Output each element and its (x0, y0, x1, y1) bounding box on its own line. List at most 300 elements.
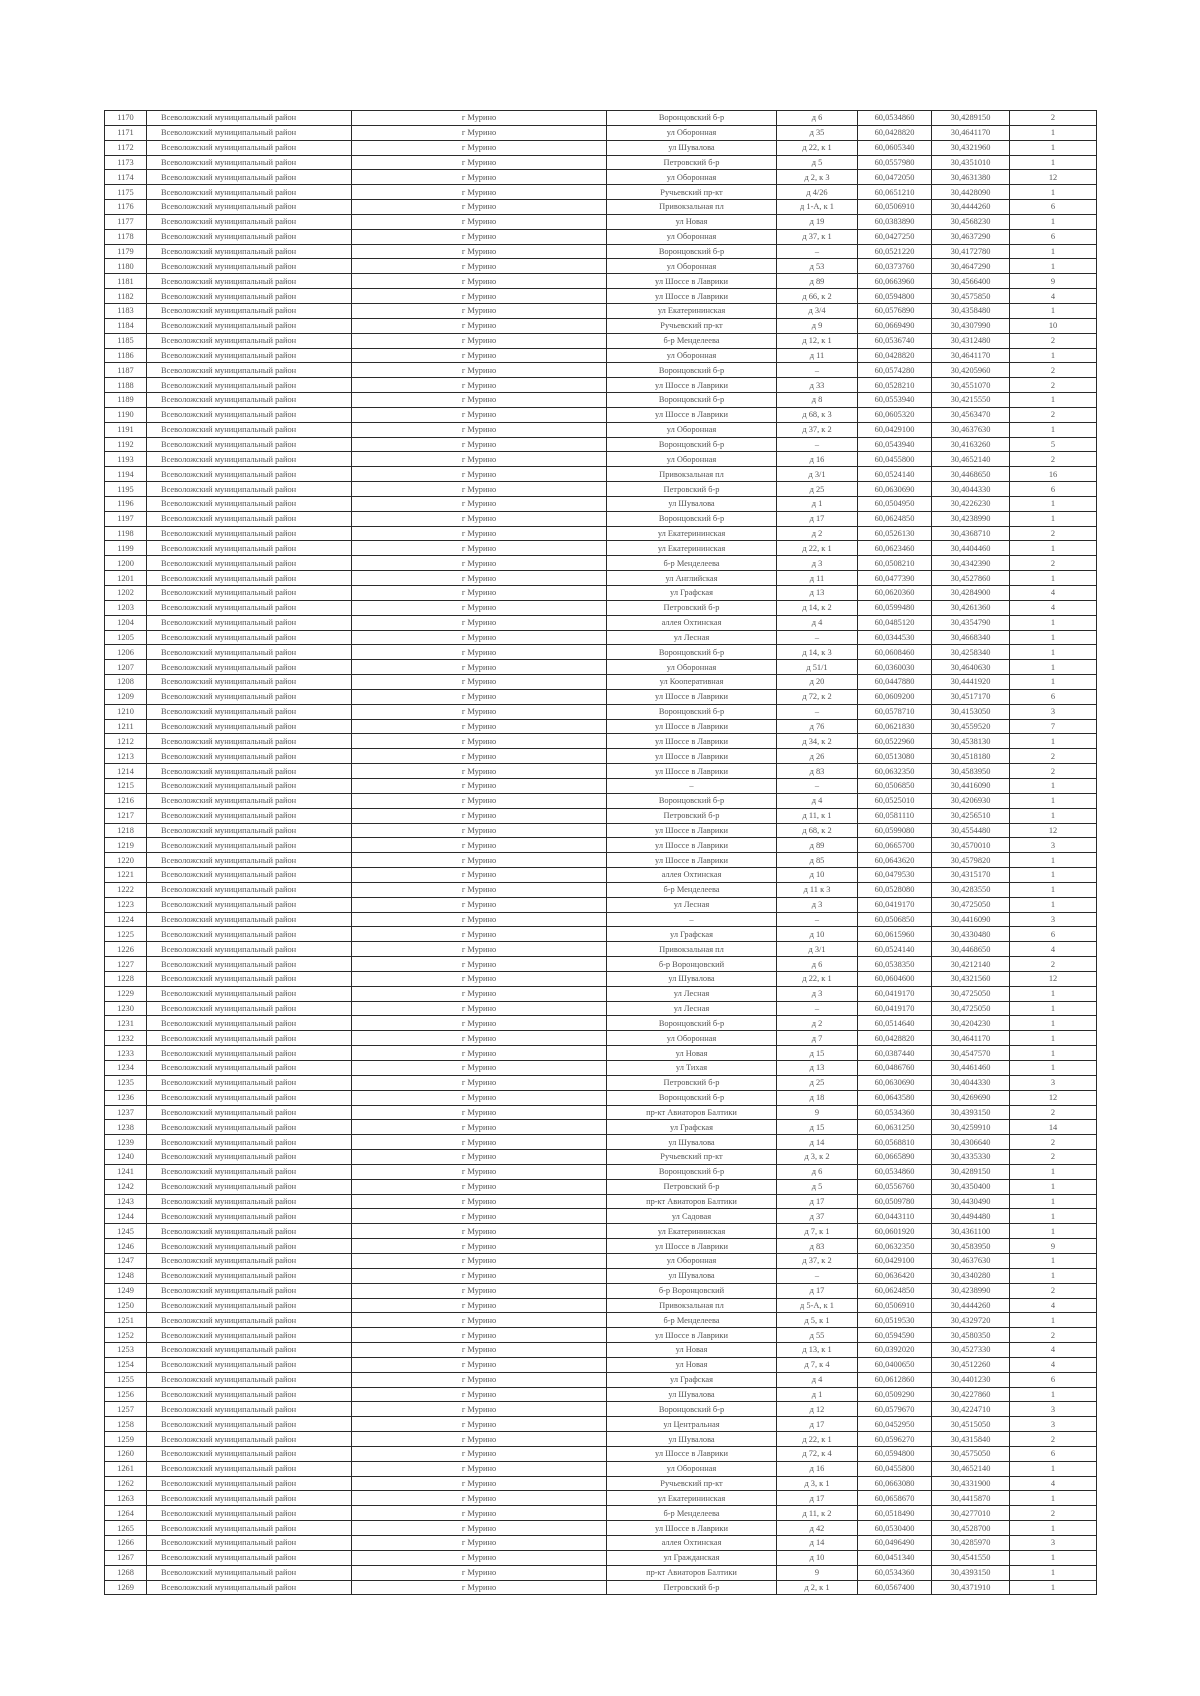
row-number-cell: 1194 (105, 467, 147, 482)
longitude-cell: 30,4393150 (932, 1565, 1010, 1580)
longitude-cell: 30,4641170 (932, 348, 1010, 363)
city-cell: г Мурино (352, 1580, 607, 1595)
row-number-cell: 1227 (105, 957, 147, 972)
table-row (105, 1150, 1097, 1165)
street-cell: ул Шоссе в Лаврики (607, 1239, 777, 1254)
count-cell: 4 (1010, 942, 1097, 957)
district-cell: Всеволожский муниципальный район (147, 942, 352, 957)
latitude-cell: 60,0383890 (858, 214, 932, 229)
longitude-cell: 30,4668340 (932, 630, 1010, 645)
house-cell: д 20 (777, 675, 858, 690)
city-cell: г Мурино (352, 1417, 607, 1432)
count-cell: 1 (1010, 214, 1097, 229)
house-cell: д 26 (777, 749, 858, 764)
row-number-cell: 1203 (105, 600, 147, 615)
latitude-cell: 60,0538350 (858, 957, 932, 972)
table-row (105, 778, 1097, 793)
district-cell: Всеволожский муниципальный район (147, 289, 352, 304)
district-cell: Всеволожский муниципальный район (147, 111, 352, 126)
row-number-cell: 1207 (105, 660, 147, 675)
city-cell: г Мурино (352, 660, 607, 675)
house-cell: д 37 (777, 1209, 858, 1224)
table-row (105, 318, 1097, 333)
count-cell: 4 (1010, 1357, 1097, 1372)
row-number-cell: 1200 (105, 556, 147, 571)
latitude-cell: 60,0524140 (858, 467, 932, 482)
house-cell: д 18 (777, 1090, 858, 1105)
latitude-cell: 60,0630690 (858, 482, 932, 497)
longitude-cell: 30,4329720 (932, 1313, 1010, 1328)
row-number-cell: 1202 (105, 586, 147, 601)
house-cell: д 85 (777, 853, 858, 868)
count-cell: 1 (1010, 615, 1097, 630)
row-number-cell: 1205 (105, 630, 147, 645)
latitude-cell: 60,0599080 (858, 823, 932, 838)
district-cell: Всеволожский муниципальный район (147, 422, 352, 437)
street-cell: ул Екатерининская (607, 541, 777, 556)
longitude-cell: 30,4640630 (932, 660, 1010, 675)
row-number-cell: 1246 (105, 1239, 147, 1254)
longitude-cell: 30,4285970 (932, 1536, 1010, 1551)
longitude-cell: 30,4321560 (932, 971, 1010, 986)
latitude-cell: 60,0534860 (858, 111, 932, 126)
row-number-cell: 1238 (105, 1120, 147, 1135)
count-cell: 1 (1010, 986, 1097, 1001)
city-cell: г Мурино (352, 541, 607, 556)
city-cell: г Мурино (352, 793, 607, 808)
house-cell: – (777, 363, 858, 378)
count-cell: 1 (1010, 1253, 1097, 1268)
street-cell: ул Новая (607, 1343, 777, 1358)
city-cell: г Мурино (352, 348, 607, 363)
table-row (105, 333, 1097, 348)
longitude-cell: 30,4358480 (932, 303, 1010, 318)
house-cell: д 11, к 1 (777, 808, 858, 823)
latitude-cell: 60,0455800 (858, 452, 932, 467)
count-cell: 2 (1010, 333, 1097, 348)
longitude-cell: 30,4725050 (932, 986, 1010, 1001)
latitude-cell: 60,0663080 (858, 1476, 932, 1491)
longitude-cell: 30,4331900 (932, 1476, 1010, 1491)
row-number-cell: 1170 (105, 111, 147, 126)
table-row (105, 1194, 1097, 1209)
latitude-cell: 60,0632350 (858, 1239, 932, 1254)
row-number-cell: 1236 (105, 1090, 147, 1105)
street-cell: Воронцовский б-р (607, 244, 777, 259)
city-cell: г Мурино (352, 1343, 607, 1358)
street-cell: ул Шувалова (607, 1387, 777, 1402)
house-cell: д 3 (777, 897, 858, 912)
table-row (105, 660, 1097, 675)
city-cell: г Мурино (352, 200, 607, 215)
table-row (105, 1491, 1097, 1506)
table-row (105, 214, 1097, 229)
row-number-cell: 1181 (105, 274, 147, 289)
table-row (105, 986, 1097, 1001)
district-cell: Всеволожский муниципальный район (147, 496, 352, 511)
longitude-cell: 30,4204230 (932, 1016, 1010, 1031)
city-cell: г Мурино (352, 1402, 607, 1417)
city-cell: г Мурино (352, 882, 607, 897)
count-cell: 1 (1010, 125, 1097, 140)
house-cell: д 42 (777, 1521, 858, 1536)
district-cell: Всеволожский муниципальный район (147, 734, 352, 749)
row-number-cell: 1235 (105, 1075, 147, 1090)
count-cell: 4 (1010, 1298, 1097, 1313)
city-cell: г Мурино (352, 333, 607, 348)
city-cell: г Мурино (352, 1461, 607, 1476)
longitude-cell: 30,4340280 (932, 1268, 1010, 1283)
latitude-cell: 60,0631250 (858, 1120, 932, 1135)
street-cell: ул Оборонная (607, 660, 777, 675)
city-cell: г Мурино (352, 303, 607, 318)
count-cell: 1 (1010, 734, 1097, 749)
house-cell: д 35 (777, 125, 858, 140)
street-cell: ул Оборонная (607, 170, 777, 185)
house-cell: д 17 (777, 1283, 858, 1298)
longitude-cell: 30,4652140 (932, 1461, 1010, 1476)
count-cell: 2 (1010, 556, 1097, 571)
district-cell: Всеволожский муниципальный район (147, 1031, 352, 1046)
latitude-cell: 60,0553940 (858, 393, 932, 408)
table-row (105, 1357, 1097, 1372)
street-cell: ул Садовая (607, 1209, 777, 1224)
district-cell: Всеволожский муниципальный район (147, 778, 352, 793)
house-cell: – (777, 1268, 858, 1283)
city-cell: г Мурино (352, 378, 607, 393)
city-cell: г Мурино (352, 927, 607, 942)
row-number-cell: 1204 (105, 615, 147, 630)
street-cell: Воронцовский б-р (607, 393, 777, 408)
count-cell: 2 (1010, 1150, 1097, 1165)
longitude-cell: 30,4570010 (932, 838, 1010, 853)
latitude-cell: 60,0472050 (858, 170, 932, 185)
street-cell: ул Лесная (607, 897, 777, 912)
street-cell: ул Английская (607, 571, 777, 586)
house-cell: д 4 (777, 615, 858, 630)
table-row (105, 1506, 1097, 1521)
street-cell: ул Шоссе в Лаврики (607, 719, 777, 734)
city-cell: г Мурино (352, 363, 607, 378)
city-cell: г Мурино (352, 734, 607, 749)
house-cell: д 5, к 1 (777, 1313, 858, 1328)
row-number-cell: 1214 (105, 764, 147, 779)
count-cell: 1 (1010, 675, 1097, 690)
city-cell: г Мурино (352, 437, 607, 452)
latitude-cell: 60,0479530 (858, 868, 932, 883)
house-cell: д 17 (777, 511, 858, 526)
count-cell: 1 (1010, 1209, 1097, 1224)
count-cell: 1 (1010, 140, 1097, 155)
row-number-cell: 1212 (105, 734, 147, 749)
table-row (105, 1046, 1097, 1061)
latitude-cell: 60,0604600 (858, 971, 932, 986)
city-cell: г Мурино (352, 971, 607, 986)
count-cell: 1 (1010, 882, 1097, 897)
count-cell: 7 (1010, 719, 1097, 734)
street-cell: ул Тихая (607, 1061, 777, 1076)
count-cell: 2 (1010, 749, 1097, 764)
table-row (105, 749, 1097, 764)
latitude-cell: 60,0428820 (858, 125, 932, 140)
longitude-cell: 30,4321960 (932, 140, 1010, 155)
house-cell: д 7 (777, 1031, 858, 1046)
latitude-cell: 60,0581110 (858, 808, 932, 823)
street-cell: ул Шоссе в Лаврики (607, 1446, 777, 1461)
longitude-cell: 30,4579820 (932, 853, 1010, 868)
longitude-cell: 30,4637630 (932, 422, 1010, 437)
city-cell: г Мурино (352, 1179, 607, 1194)
table-row (105, 868, 1097, 883)
house-cell: д 9 (777, 318, 858, 333)
city-cell: г Мурино (352, 422, 607, 437)
table-row (105, 1075, 1097, 1090)
district-cell: Всеволожский муниципальный район (147, 467, 352, 482)
longitude-cell: 30,4259910 (932, 1120, 1010, 1135)
longitude-cell: 30,4258340 (932, 645, 1010, 660)
longitude-cell: 30,4441920 (932, 675, 1010, 690)
district-cell: Всеволожский муниципальный район (147, 764, 352, 779)
latitude-cell: 60,0615960 (858, 927, 932, 942)
count-cell: 2 (1010, 1506, 1097, 1521)
street-cell: ул Оборонная (607, 1031, 777, 1046)
table-row (105, 467, 1097, 482)
district-cell: Всеволожский муниципальный район (147, 1283, 352, 1298)
longitude-cell: 30,4361100 (932, 1224, 1010, 1239)
longitude-cell: 30,4351010 (932, 155, 1010, 170)
house-cell: 9 (777, 1565, 858, 1580)
district-cell: Всеволожский муниципальный район (147, 675, 352, 690)
district-cell: Всеволожский муниципальный район (147, 1313, 352, 1328)
table-row (105, 1061, 1097, 1076)
house-cell: д 12, к 1 (777, 333, 858, 348)
count-cell: 6 (1010, 1446, 1097, 1461)
latitude-cell: 60,0594800 (858, 289, 932, 304)
count-cell: 3 (1010, 1402, 1097, 1417)
district-cell: Всеволожский муниципальный район (147, 1521, 352, 1536)
street-cell: ул Оборонная (607, 422, 777, 437)
city-cell: г Мурино (352, 1313, 607, 1328)
street-cell: ул Оборонная (607, 125, 777, 140)
longitude-cell: 30,4227860 (932, 1387, 1010, 1402)
street-cell: Воронцовский б-р (607, 1090, 777, 1105)
table-row (105, 1550, 1097, 1565)
count-cell: 3 (1010, 704, 1097, 719)
row-number-cell: 1243 (105, 1194, 147, 1209)
district-cell: Всеволожский муниципальный район (147, 393, 352, 408)
district-cell: Всеволожский муниципальный район (147, 1239, 352, 1254)
city-cell: г Мурино (352, 942, 607, 957)
street-cell: ул Шоссе в Лаврики (607, 274, 777, 289)
house-cell: д 22, к 1 (777, 1432, 858, 1447)
city-cell: г Мурино (352, 556, 607, 571)
district-cell: Всеволожский муниципальный район (147, 1090, 352, 1105)
street-cell: ул Кооперативная (607, 675, 777, 690)
district-cell: Всеволожский муниципальный район (147, 749, 352, 764)
latitude-cell: 60,0536740 (858, 333, 932, 348)
street-cell: б-р Менделеева (607, 556, 777, 571)
street-cell: ул Оборонная (607, 259, 777, 274)
house-cell: д 13, к 1 (777, 1343, 858, 1358)
street-cell: Ручьевский пр-кт (607, 1476, 777, 1491)
longitude-cell: 30,4468650 (932, 467, 1010, 482)
count-cell: 2 (1010, 957, 1097, 972)
table-row (105, 853, 1097, 868)
table-row (105, 393, 1097, 408)
count-cell: 1 (1010, 244, 1097, 259)
longitude-cell: 30,4350400 (932, 1179, 1010, 1194)
street-cell: ул Шувалова (607, 971, 777, 986)
street-cell: б-р Менделеева (607, 1313, 777, 1328)
longitude-cell: 30,4631380 (932, 170, 1010, 185)
table-body (105, 111, 1097, 1595)
house-cell: д 22, к 1 (777, 541, 858, 556)
longitude-cell: 30,4354790 (932, 615, 1010, 630)
house-cell: д 83 (777, 764, 858, 779)
row-number-cell: 1254 (105, 1357, 147, 1372)
district-cell: Всеволожский муниципальный район (147, 853, 352, 868)
street-cell: Петровский б-р (607, 1075, 777, 1090)
district-cell: Всеволожский муниципальный район (147, 378, 352, 393)
street-cell: б-р Воронцовский (607, 1283, 777, 1298)
street-cell: ул Шоссе в Лаврики (607, 289, 777, 304)
row-number-cell: 1217 (105, 808, 147, 823)
latitude-cell: 60,0506910 (858, 200, 932, 215)
row-number-cell: 1222 (105, 882, 147, 897)
row-number-cell: 1263 (105, 1491, 147, 1506)
district-cell: Всеволожский муниципальный район (147, 1061, 352, 1076)
city-cell: г Мурино (352, 586, 607, 601)
table-row (105, 1179, 1097, 1194)
table-row (105, 734, 1097, 749)
city-cell: г Мурино (352, 170, 607, 185)
row-number-cell: 1239 (105, 1135, 147, 1150)
city-cell: г Мурино (352, 1253, 607, 1268)
city-cell: г Мурино (352, 259, 607, 274)
row-number-cell: 1176 (105, 200, 147, 215)
house-cell: д 76 (777, 719, 858, 734)
street-cell: ул Шоссе в Лаврики (607, 1521, 777, 1536)
city-cell: г Мурино (352, 1001, 607, 1016)
row-number-cell: 1183 (105, 303, 147, 318)
table-row (105, 1120, 1097, 1135)
district-cell: Всеволожский муниципальный район (147, 244, 352, 259)
count-cell: 6 (1010, 200, 1097, 215)
count-cell: 6 (1010, 927, 1097, 942)
district-cell: Всеволожский муниципальный район (147, 437, 352, 452)
house-cell: д 66, к 2 (777, 289, 858, 304)
longitude-cell: 30,4568230 (932, 214, 1010, 229)
table-row (105, 957, 1097, 972)
row-number-cell: 1240 (105, 1150, 147, 1165)
longitude-cell: 30,4212140 (932, 957, 1010, 972)
street-cell: Воронцовский б-р (607, 363, 777, 378)
row-number-cell: 1257 (105, 1402, 147, 1417)
house-cell: д 14, к 2 (777, 600, 858, 615)
street-cell: б-р Менделеева (607, 1506, 777, 1521)
longitude-cell: 30,4415870 (932, 1491, 1010, 1506)
street-cell: ул Шоссе в Лаврики (607, 378, 777, 393)
row-number-cell: 1210 (105, 704, 147, 719)
latitude-cell: 60,0612860 (858, 1372, 932, 1387)
house-cell: д 1-А, к 1 (777, 200, 858, 215)
street-cell: пр-кт Авиаторов Балтики (607, 1105, 777, 1120)
district-cell: Всеволожский муниципальный район (147, 1016, 352, 1031)
district-cell: Всеволожский муниципальный район (147, 155, 352, 170)
latitude-cell: 60,0643620 (858, 853, 932, 868)
street-cell: Воронцовский б-р (607, 437, 777, 452)
count-cell: 1 (1010, 868, 1097, 883)
count-cell: 1 (1010, 155, 1097, 170)
city-cell: г Мурино (352, 689, 607, 704)
district-cell: Всеволожский муниципальный район (147, 615, 352, 630)
latitude-cell: 60,0496490 (858, 1536, 932, 1551)
district-cell: Всеволожский муниципальный район (147, 897, 352, 912)
row-number-cell: 1268 (105, 1565, 147, 1580)
count-cell: 1 (1010, 1164, 1097, 1179)
city-cell: г Мурино (352, 1372, 607, 1387)
district-cell: Всеволожский муниципальный район (147, 214, 352, 229)
district-cell: Всеволожский муниципальный район (147, 556, 352, 571)
district-cell: Всеволожский муниципальный район (147, 1402, 352, 1417)
table-row (105, 511, 1097, 526)
table-row (105, 571, 1097, 586)
longitude-cell: 30,4430490 (932, 1194, 1010, 1209)
count-cell: 1 (1010, 1031, 1097, 1046)
city-cell: г Мурино (352, 1432, 607, 1447)
row-number-cell: 1209 (105, 689, 147, 704)
street-cell: ул Шувалова (607, 1268, 777, 1283)
house-cell: д 51/1 (777, 660, 858, 675)
house-cell: д 11 (777, 348, 858, 363)
longitude-cell: 30,4172780 (932, 244, 1010, 259)
house-cell: д 1 (777, 1387, 858, 1402)
table-row (105, 363, 1097, 378)
city-cell: г Мурино (352, 1565, 607, 1580)
count-cell: 2 (1010, 407, 1097, 422)
count-cell: 2 (1010, 1135, 1097, 1150)
longitude-cell: 30,4444260 (932, 200, 1010, 215)
city-cell: г Мурино (352, 749, 607, 764)
row-number-cell: 1191 (105, 422, 147, 437)
row-number-cell: 1252 (105, 1328, 147, 1343)
city-cell: г Мурино (352, 125, 607, 140)
house-cell: д 25 (777, 1075, 858, 1090)
table-row (105, 586, 1097, 601)
city-cell: г Мурино (352, 1194, 607, 1209)
latitude-cell: 60,0526130 (858, 526, 932, 541)
district-cell: Всеволожский муниципальный район (147, 526, 352, 541)
count-cell: 3 (1010, 912, 1097, 927)
house-cell: д 72, к 4 (777, 1446, 858, 1461)
city-cell: г Мурино (352, 229, 607, 244)
house-cell: д 83 (777, 1239, 858, 1254)
table-row (105, 1298, 1097, 1313)
latitude-cell: 60,0513080 (858, 749, 932, 764)
longitude-cell: 30,4554480 (932, 823, 1010, 838)
city-cell: г Мурино (352, 957, 607, 972)
street-cell: ул Центральная (607, 1417, 777, 1432)
city-cell: г Мурино (352, 719, 607, 734)
city-cell: г Мурино (352, 496, 607, 511)
longitude-cell: 30,4238990 (932, 511, 1010, 526)
district-cell: Всеволожский муниципальный район (147, 1491, 352, 1506)
district-cell: Всеволожский муниципальный район (147, 259, 352, 274)
table-row (105, 1239, 1097, 1254)
count-cell: 1 (1010, 185, 1097, 200)
row-number-cell: 1193 (105, 452, 147, 467)
table-row (105, 1016, 1097, 1031)
